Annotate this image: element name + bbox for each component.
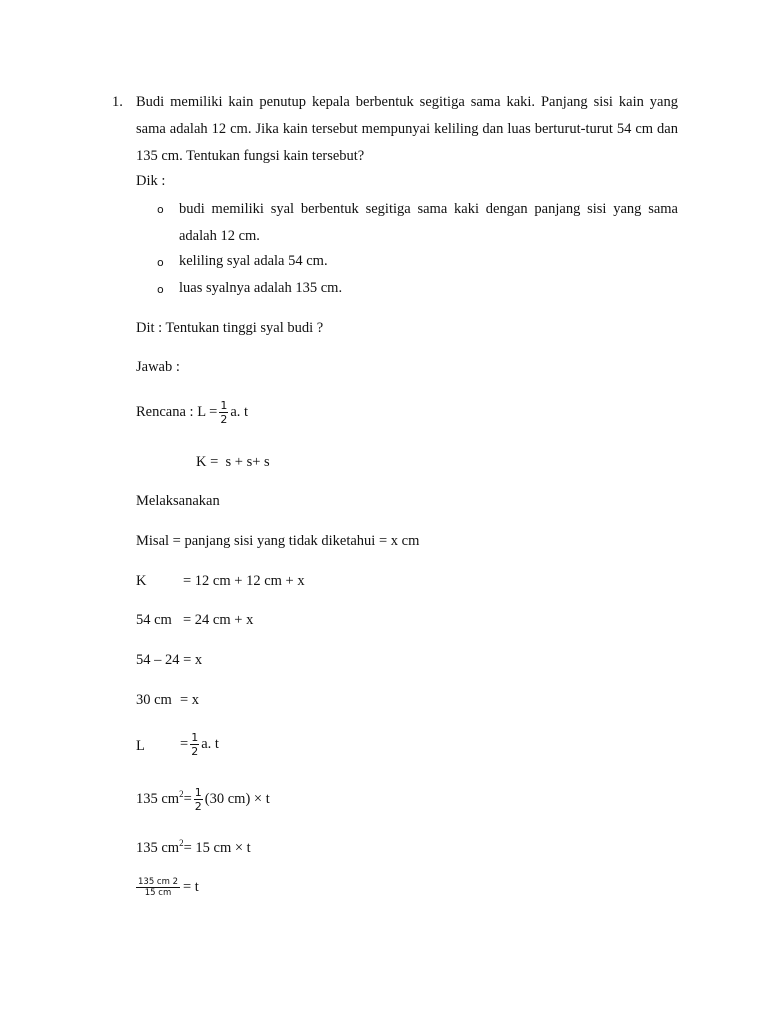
dit-line: Dit : Tentukan tinggi syal budi ? [136, 320, 324, 336]
k-formula: K = s + s+ s [196, 454, 270, 470]
melaksanakan-label: Melaksanakan [136, 493, 220, 509]
fraction-half [194, 786, 203, 813]
fraction-denominator: 15 cm [144, 888, 172, 898]
equals-sign: = [183, 791, 192, 807]
step-l-lhs: L [136, 738, 145, 754]
step-8-rhs: = t [183, 879, 199, 895]
fraction-numerator: 1 [220, 399, 228, 412]
fraction-numerator: 135 cm 2 [138, 877, 178, 887]
misal-line: Misal = panjang sisi yang tidak diketahui = x cm [136, 533, 420, 549]
question-number: 1. [112, 94, 123, 110]
dik-item-3: luas syalnya adalah 135 cm. [179, 280, 343, 296]
step-l-rhs [180, 731, 219, 758]
step-7-lhs: 135 cm [136, 840, 180, 856]
fraction-numerator: 1 [191, 731, 199, 744]
fraction [136, 877, 180, 898]
fraction-denominator: 2 [220, 413, 228, 426]
rencana-line [136, 399, 248, 426]
step-7 [136, 840, 251, 857]
bullet-icon: o [157, 203, 164, 216]
bullet-icon: o [157, 283, 164, 296]
dik-label: Dik : [136, 173, 166, 189]
step-3: 54 – 24 = x [136, 652, 203, 668]
superscript: 2 [179, 789, 184, 800]
step-6-lhs-text: 135 cm [136, 791, 180, 807]
dik-item-1: budi memiliki syal berbentuk segitiga sama kaki dengan panjang sisi yang sama adalah 12 cm. [179, 201, 678, 244]
step-l-after: a. t [201, 736, 219, 752]
step-7-rhs: = 15 cm × t [183, 840, 251, 856]
step-k-rhs: = 12 cm + 12 cm + x [183, 573, 305, 589]
step-6-lhs [136, 791, 184, 808]
step-8 [134, 877, 199, 898]
rencana-label: Rencana : L = [136, 404, 218, 420]
step-4-lhs: 30 cm [136, 692, 172, 708]
jawab-label: Jawab : [136, 359, 180, 375]
fraction-denominator: 2 [194, 800, 202, 813]
fraction-numerator: 1 [194, 786, 202, 799]
step-2-rhs: = 24 cm + x [183, 612, 254, 628]
step-4-rhs: = x [180, 692, 200, 708]
step-k-lhs: K [136, 573, 147, 589]
fraction-half [219, 399, 228, 426]
equals-sign: = [180, 736, 189, 752]
step-6-after: (30 cm) × t [204, 791, 270, 807]
superscript: 2 [179, 838, 184, 849]
question-text: Budi memiliki kain penutup kepala berbentuk segitiga sama kaki. Panjang sisi kain yang sama adalah 12 cm. Jika kain tersebut mempunyai keliling dan luas berturut-turut 54 cm dan 135 cm. Tentukan fungsi kain tersebut? [136, 94, 678, 164]
bullet-icon: o [157, 256, 164, 269]
fraction-half [190, 731, 199, 758]
step-6 [136, 786, 270, 813]
dik-item-2: keliling syal adala 54 cm. [179, 253, 328, 269]
step-2-lhs: 54 cm [136, 612, 172, 628]
rencana-after: a. t [230, 404, 249, 420]
fraction-denominator: 2 [191, 745, 199, 758]
